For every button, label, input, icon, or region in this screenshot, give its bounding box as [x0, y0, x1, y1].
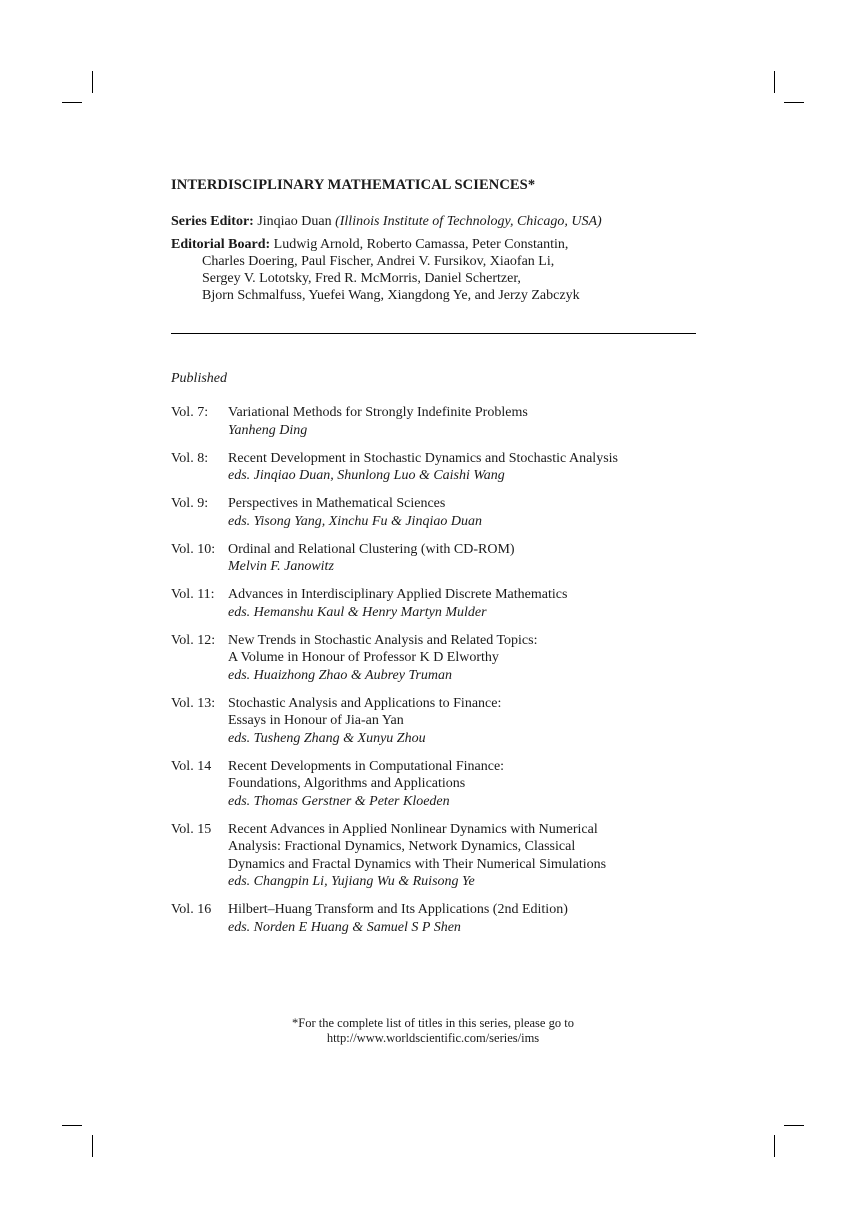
- volume-details: [228, 758, 711, 811]
- crop-mark-top-left-h: [62, 102, 82, 103]
- series-editor-affiliation: (Illinois Institute of Technology, Chicago, USA): [335, 214, 602, 229]
- volume-entry: [171, 695, 711, 748]
- series-editor-name: Jinqiao Duan: [257, 214, 332, 229]
- volume-number: Vol. 7:: [171, 405, 209, 420]
- crop-mark-bottom-left-v: [92, 1135, 93, 1157]
- volume-authors: eds. Changpin Li, Yujiang Wu & Ruisong Ye: [228, 874, 475, 889]
- editorial-board-line: Bjorn Schmalfuss, Yuefei Wang, Xiangdong Ye, and Jerzy Zabczyk: [202, 288, 580, 303]
- volume-authors: eds. Jinqiao Duan, Shunlong Luo & Caishi Wang: [228, 468, 505, 483]
- volume-entry: [171, 450, 711, 485]
- volume-title-line: Recent Advances in Applied Nonlinear Dynamics with Numerical: [228, 821, 598, 837]
- volume-title-line: Essays in Honour of Jia-an Yan: [228, 713, 404, 728]
- volume-title-line: Ordinal and Relational Clustering (with CD-ROM): [228, 541, 515, 557]
- series-editor: [171, 213, 602, 230]
- volume-entry: [171, 758, 711, 811]
- volume-authors: eds. Norden E Huang & Samuel S P Shen: [228, 919, 461, 935]
- crop-mark-bottom-left-h: [62, 1125, 82, 1126]
- volume-entry: [171, 541, 711, 576]
- volume-title-line: Recent Development in Stochastic Dynamics and Stochastic Analysis: [228, 450, 618, 466]
- volume-title-line: Variational Methods for Strongly Indefinite Problems: [228, 405, 528, 420]
- volume-number: Vol. 10:: [171, 541, 216, 557]
- volume-title-line: New Trends in Stochastic Analysis and Related Topics:: [228, 632, 538, 648]
- crop-mark-bottom-right-v: [774, 1135, 775, 1157]
- volume-details: [228, 632, 711, 685]
- volume-number: Vol. 13:: [171, 695, 216, 711]
- editorial-board-label: Editorial Board:: [171, 237, 271, 252]
- volume-title-line: Recent Developments in Computational Finance:: [228, 758, 505, 774]
- volume-title-line: A Volume in Honour of Professor K D Elworthy: [228, 650, 499, 665]
- crop-mark-top-right-v: [774, 71, 775, 93]
- volume-entry: [171, 632, 711, 685]
- volume-entry: [171, 821, 711, 891]
- volume-number: Vol. 12:: [171, 632, 216, 648]
- crop-mark-bottom-right-h: [784, 1125, 804, 1126]
- volume-number: Vol. 8:: [171, 450, 209, 466]
- editorial-board: [171, 236, 711, 304]
- footnote-text: *For the complete list of titles in this series, please go to: [292, 1016, 574, 1030]
- volume-title-line: Perspectives in Mathematical Sciences: [228, 496, 446, 511]
- volume-title-line: Dynamics and Fractal Dynamics with Their Numerical Simulations: [228, 856, 607, 872]
- footnote: [0, 1016, 866, 1046]
- volume-number: Vol. 15: [171, 821, 212, 837]
- volume-number: Vol. 16: [171, 902, 212, 917]
- volume-title-line: Advances in Interdisciplinary Applied Discrete Mathematics: [228, 587, 568, 602]
- volume-authors: eds. Yisong Yang, Xinchu Fu & Jinqiao Duan: [228, 513, 482, 529]
- volume-number: Vol. 14: [171, 758, 212, 774]
- volume-details: [228, 404, 711, 439]
- series-title: INTERDISCIPLINARY MATHEMATICAL SCIENCES*: [171, 177, 536, 193]
- volume-authors: Melvin F. Janowitz: [228, 559, 334, 574]
- volume-authors: eds. Huaizhong Zhao & Aubrey Truman: [228, 667, 453, 683]
- volume-entry: [171, 495, 711, 530]
- footnote-url: http://www.worldscientific.com/series/ims: [326, 1031, 540, 1045]
- volume-details: [228, 495, 711, 530]
- volume-entry: [171, 586, 711, 621]
- volume-details: [228, 821, 711, 891]
- volume-entry: [171, 901, 711, 936]
- volume-title-line: Analysis: Fractional Dynamics, Network Dynamics, Classical: [228, 839, 576, 854]
- crop-mark-top-left-v: [92, 71, 93, 93]
- volume-title-line: Hilbert–Huang Transform and Its Applications (2nd Edition): [228, 902, 568, 917]
- volume-number: Vol. 11:: [171, 587, 215, 602]
- series-editor-label: Series Editor:: [171, 214, 254, 229]
- volume-authors: eds. Tusheng Zhang & Xunyu Zhou: [228, 730, 426, 746]
- crop-mark-top-right-h: [784, 102, 804, 103]
- volume-details: [228, 695, 711, 748]
- volume-title-line: Foundations, Algorithms and Applications: [228, 776, 466, 791]
- volume-title-line: Stochastic Analysis and Applications to Finance:: [228, 695, 502, 711]
- volume-list: [171, 404, 711, 947]
- volume-details: [228, 541, 711, 576]
- horizontal-rule: [171, 333, 696, 334]
- editorial-board-line: Charles Doering, Paul Fischer, Andrei V. Fursikov, Xiaofan Li,: [202, 254, 555, 269]
- volume-details: [228, 586, 711, 621]
- volume-details: [228, 450, 711, 485]
- volume-number: Vol. 9:: [171, 496, 209, 511]
- volume-details: [228, 901, 711, 936]
- editorial-board-line: Sergey V. Lototsky, Fred R. McMorris, Daniel Schertzer,: [202, 271, 521, 286]
- volume-authors: eds. Thomas Gerstner & Peter Kloeden: [228, 793, 450, 809]
- volume-entry: [171, 404, 711, 439]
- volume-authors: eds. Hemanshu Kaul & Henry Martyn Mulder: [228, 604, 487, 620]
- editorial-board-line: Ludwig Arnold, Roberto Camassa, Peter Constantin,: [273, 237, 569, 252]
- published-heading: Published: [171, 371, 227, 386]
- volume-authors: Yanheng Ding: [228, 422, 308, 438]
